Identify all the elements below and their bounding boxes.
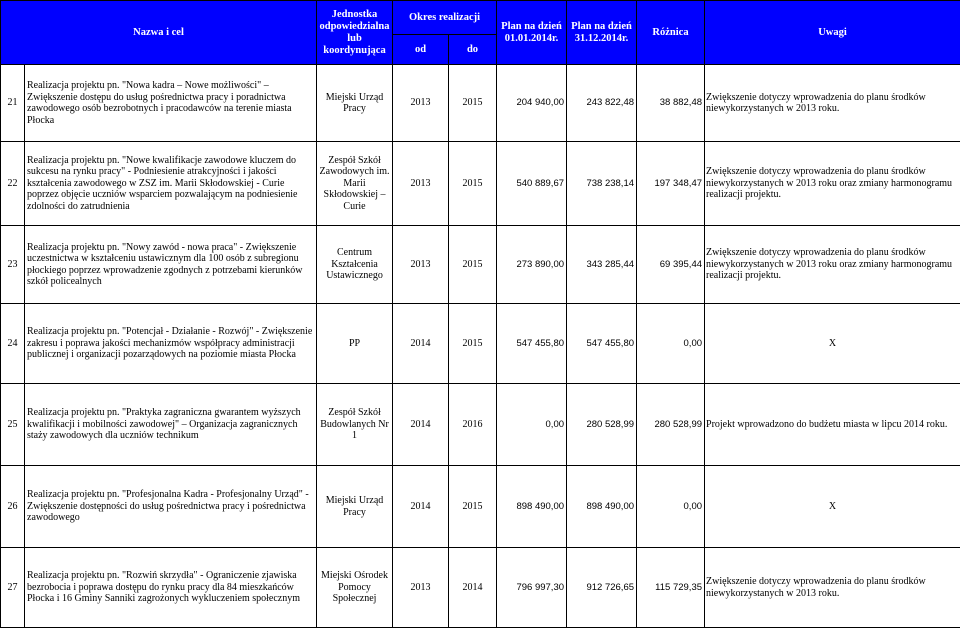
row-plan-start: 0,00 — [497, 384, 567, 466]
row-diff: 69 395,44 — [637, 226, 705, 304]
row-plan-start: 547 455,80 — [497, 304, 567, 384]
row-to: 2015 — [449, 226, 497, 304]
row-plan-start: 540 889,67 — [497, 142, 567, 226]
header-plan-end: Plan na dzień 31.12.2014r. — [567, 1, 637, 65]
row-from: 2013 — [393, 548, 449, 628]
row-name: Realizacja projektu pn. "Nowa kadra – Nowe możliwości" – Zwiększenie dostępu do usług pośrednictwa pracy i poradnictwa zawodowego osób bezrobotnych i pracodawców na terenie miasta Płocka — [25, 65, 317, 142]
row-name: Realizacja projektu pn. "Nowe kwalifikacje zawodowe kluczem do sukcesu na rynku pracy" - Podniesienie atrakcyjności i jakości kształcenia zawodowego w ZSZ im. Marii Skłodowskiej - Curie poprzez objęcie uczniów wsparciem pozwalającym na podniesienie zdolności do zatrudnienia — [25, 142, 317, 226]
row-number: 25 — [1, 384, 25, 466]
row-notes: X — [705, 466, 960, 548]
row-number: 24 — [1, 304, 25, 384]
row-plan-end: 280 528,99 — [567, 384, 637, 466]
row-number: 26 — [1, 466, 25, 548]
row-from: 2013 — [393, 142, 449, 226]
row-name: Realizacja projektu pn. "Profesjonalna Kadra - Profesjonalny Urząd" - Zwiększenie dostępności do usług pośrednictwa pracy i pośrednictwa zawodowego — [25, 466, 317, 548]
row-unit: PP — [317, 304, 393, 384]
row-to: 2015 — [449, 466, 497, 548]
row-diff: 0,00 — [637, 304, 705, 384]
row-notes: Zwiększenie dotyczy wprowadzenia do planu środków niewykorzystanych w 2013 roku. — [705, 548, 960, 628]
row-unit: Zespół Szkół Budowlanych Nr 1 — [317, 384, 393, 466]
header-unit: Jednostka odpowiedzialna lub koordynująca — [317, 1, 393, 65]
header-diff: Różnica — [637, 1, 705, 65]
row-diff: 0,00 — [637, 466, 705, 548]
row-plan-start: 796 997,30 — [497, 548, 567, 628]
row-to: 2016 — [449, 384, 497, 466]
row-notes: Zwiększenie dotyczy wprowadzenia do planu środków niewykorzystanych w 2013 roku. — [705, 65, 960, 142]
row-unit: Miejski Urząd Pracy — [317, 466, 393, 548]
row-plan-end: 738 238,14 — [567, 142, 637, 226]
row-unit: Miejski Ośrodek Pomocy Społecznej — [317, 548, 393, 628]
row-notes: Zwiększenie dotyczy wprowadzenia do planu środków niewykorzystanych w 2013 roku oraz zmiany harmonogramu realizacji projektu. — [705, 142, 960, 226]
row-diff: 197 348,47 — [637, 142, 705, 226]
row-from: 2013 — [393, 226, 449, 304]
row-unit: Miejski Urząd Pracy — [317, 65, 393, 142]
table-row — [1, 142, 960, 226]
row-plan-end: 912 726,65 — [567, 548, 637, 628]
row-plan-end: 547 455,80 — [567, 304, 637, 384]
row-to: 2015 — [449, 65, 497, 142]
row-unit: Centrum Kształcenia Ustawicznego — [317, 226, 393, 304]
row-number: 22 — [1, 142, 25, 226]
row-number: 21 — [1, 65, 25, 142]
row-notes: Zwiększenie dotyczy wprowadzenia do planu środków niewykorzystanych w 2013 roku oraz zmiany harmonogramu realizacji projektu. — [705, 226, 960, 304]
row-name: Realizacja projektu pn. "Potencjał - Działanie - Rozwój" - Zwiększenie zakresu i poprawa jakości mechanizmów współpracy administracji publicznej i organizacji pozarządowych na poziomie miasta Płocka — [25, 304, 317, 384]
row-notes: Projekt wprowadzono do budżetu miasta w lipcu 2014 roku. — [705, 384, 960, 466]
header-name: Nazwa i cel — [1, 1, 317, 65]
table-row — [1, 466, 960, 548]
row-from: 2013 — [393, 65, 449, 142]
row-plan-start: 273 890,00 — [497, 226, 567, 304]
row-unit: Zespół Szkół Zawodowych im. Marii Skłodowskiej – Curie — [317, 142, 393, 226]
table-row — [1, 548, 960, 628]
header-period: Okres realizacji — [393, 1, 497, 35]
row-from: 2014 — [393, 384, 449, 466]
row-number: 27 — [1, 548, 25, 628]
row-from: 2014 — [393, 304, 449, 384]
header-period-to: do — [449, 35, 497, 65]
table-row — [1, 384, 960, 466]
table-row — [1, 226, 960, 304]
row-plan-start: 204 940,00 — [497, 65, 567, 142]
row-diff: 38 882,48 — [637, 65, 705, 142]
row-from: 2014 — [393, 466, 449, 548]
row-to: 2015 — [449, 142, 497, 226]
row-notes: X — [705, 304, 960, 384]
row-diff: 115 729,35 — [637, 548, 705, 628]
row-to: 2014 — [449, 548, 497, 628]
row-plan-end: 898 490,00 — [567, 466, 637, 548]
row-name: Realizacja projektu pn. "Rozwiń skrzydła" - Ograniczenie zjawiska bezrobocia i poprawa dostępu do rynku pracy dla 84 mieszkańców Płocka i 16 Gminy Sanniki zagrożonych wykluczeniem społecznym — [25, 548, 317, 628]
row-name: Realizacja projektu pn. "Nowy zawód - nowa praca" - Zwiększenie uczestnictwa w kształceniu ustawicznym dla 100 osób z subregionu płockiego poprzez wprowadzenie zgodnych z potrzebami kierunków szkół policealnych — [25, 226, 317, 304]
table-row — [1, 304, 960, 384]
row-to: 2015 — [449, 304, 497, 384]
row-plan-end: 243 822,48 — [567, 65, 637, 142]
row-name: Realizacja projektu pn. "Praktyka zagraniczna gwarantem wyższych kwalifikacji i mobilności zawodowej" – Organizacja zagranicznych staży zawodowych dla uczniów technikum — [25, 384, 317, 466]
header-notes: Uwagi — [705, 1, 960, 65]
row-plan-start: 898 490,00 — [497, 466, 567, 548]
header-plan-start: Plan na dzień 01.01.2014r. — [497, 1, 567, 65]
row-plan-end: 343 285,44 — [567, 226, 637, 304]
row-number: 23 — [1, 226, 25, 304]
header-period-from: od — [393, 35, 449, 65]
table-row — [1, 65, 960, 142]
row-diff: 280 528,99 — [637, 384, 705, 466]
